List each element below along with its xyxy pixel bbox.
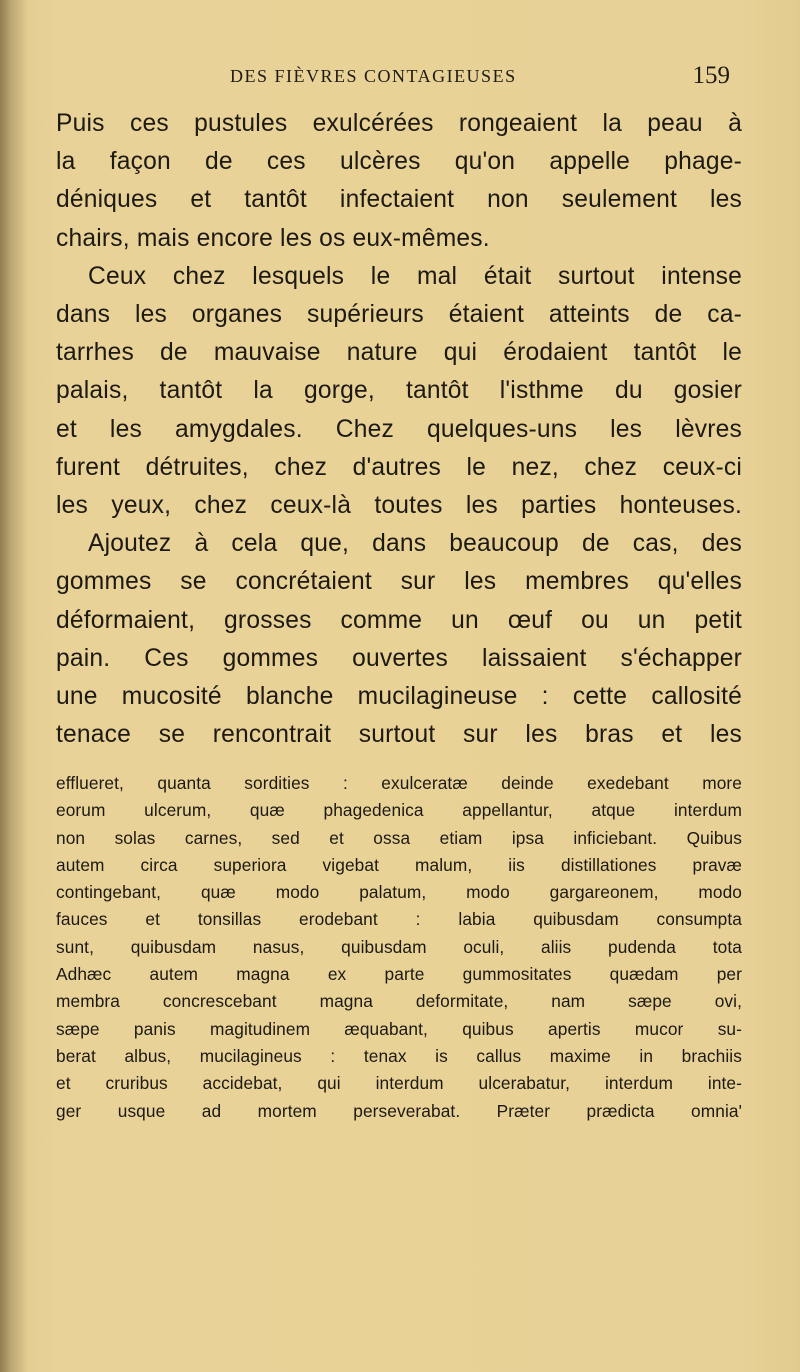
text-line: et les amygdales. Chez quelques-uns les lèvres	[56, 415, 742, 443]
text-line: Ajoutez à cela que, dans beaucoup de cas, des	[88, 530, 742, 558]
text-line: tarrhes de mauvaise nature qui érodaient tantôt le	[56, 339, 742, 367]
binding-shadow	[0, 0, 28, 1372]
footnote-line: et cruribus accidebat, qui interdum ulcerabatur, interdum inte-	[56, 1073, 742, 1094]
footnote-line: berat albus, mucilagineus : tenax is callus maxime in brachiis	[56, 1045, 742, 1066]
latin-footnote	[56, 770, 742, 1125]
text-line: déformaient, grosses comme un œuf ou un petit	[56, 606, 742, 634]
text-line: palais, tantôt la gorge, tantôt l'isthme du gosier	[56, 377, 742, 405]
footnote-line: efflueret, quanta sordities : exulceratæ deinde exedebant more	[56, 773, 742, 793]
text-line: Ceux chez lesquels le mal était surtout intense	[88, 262, 742, 290]
text-line: une mucosité blanche mucilagineuse : cette callosité	[56, 683, 742, 711]
text-line: Puis ces pustules exulcérées rongeaient la peau à	[56, 110, 742, 137]
footnote-line: sunt, quibusdam nasus, quibusdam oculi, aliis pudenda tota	[56, 936, 742, 957]
footnote-line: Adhæc autem magna ex parte gummositates quædam per	[56, 964, 742, 985]
footnote-line: contingebant, quæ modo palatum, modo gargareonem, modo	[56, 882, 742, 903]
french-text	[56, 105, 742, 754]
running-head: DES FIÈVRES CONTAGIEUSES	[230, 66, 517, 86]
footnote-line: eorum ulcerum, quæ phagedenica appellantur, atque interdum	[56, 800, 742, 821]
text-line: gommes se concrétaient sur les membres qu'elles	[56, 568, 742, 596]
text-line: pain. Ces gommes ouvertes laissaient s'échapper	[56, 644, 742, 672]
text-line: chairs, mais encore les os eux-mêmes.	[56, 224, 490, 252]
text-line: furent détruites, chez d'autres le nez, chez ceux-ci	[56, 453, 742, 481]
text-line: la façon de ces ulcères qu'on appelle phage-	[56, 148, 742, 176]
footnote-line: ger usque ad mortem perseverabat. Præter prædicta omnia'	[56, 1100, 742, 1121]
footnote-line: sæpe panis magitudinem æquabant, quibus apertis mucor su-	[56, 1018, 742, 1039]
footnote-line: fauces et tonsillas erodebant : labia quibusdam consumpta	[56, 909, 742, 930]
footnote-line: membra concrescebant magna deformitate, nam sæpe ovi,	[56, 991, 742, 1012]
text-line: tenace se rencontrait surtout sur les bras et les	[56, 721, 742, 749]
page-header	[230, 62, 730, 96]
text-line: déniques et tantôt infectaient non seulement les	[56, 186, 742, 214]
page-number: 159	[692, 62, 730, 89]
text-line: dans les organes supérieurs étaient atteints de ca-	[56, 301, 742, 329]
footnote-line: non solas carnes, sed et ossa etiam ipsa inficiebant. Quibus	[56, 827, 742, 848]
text-line: les yeux, chez ceux-là toutes les parties honteuses.	[56, 492, 742, 520]
footnote-line: autem circa superiora vigebat malum, iis distillationes pravæ	[56, 854, 742, 875]
